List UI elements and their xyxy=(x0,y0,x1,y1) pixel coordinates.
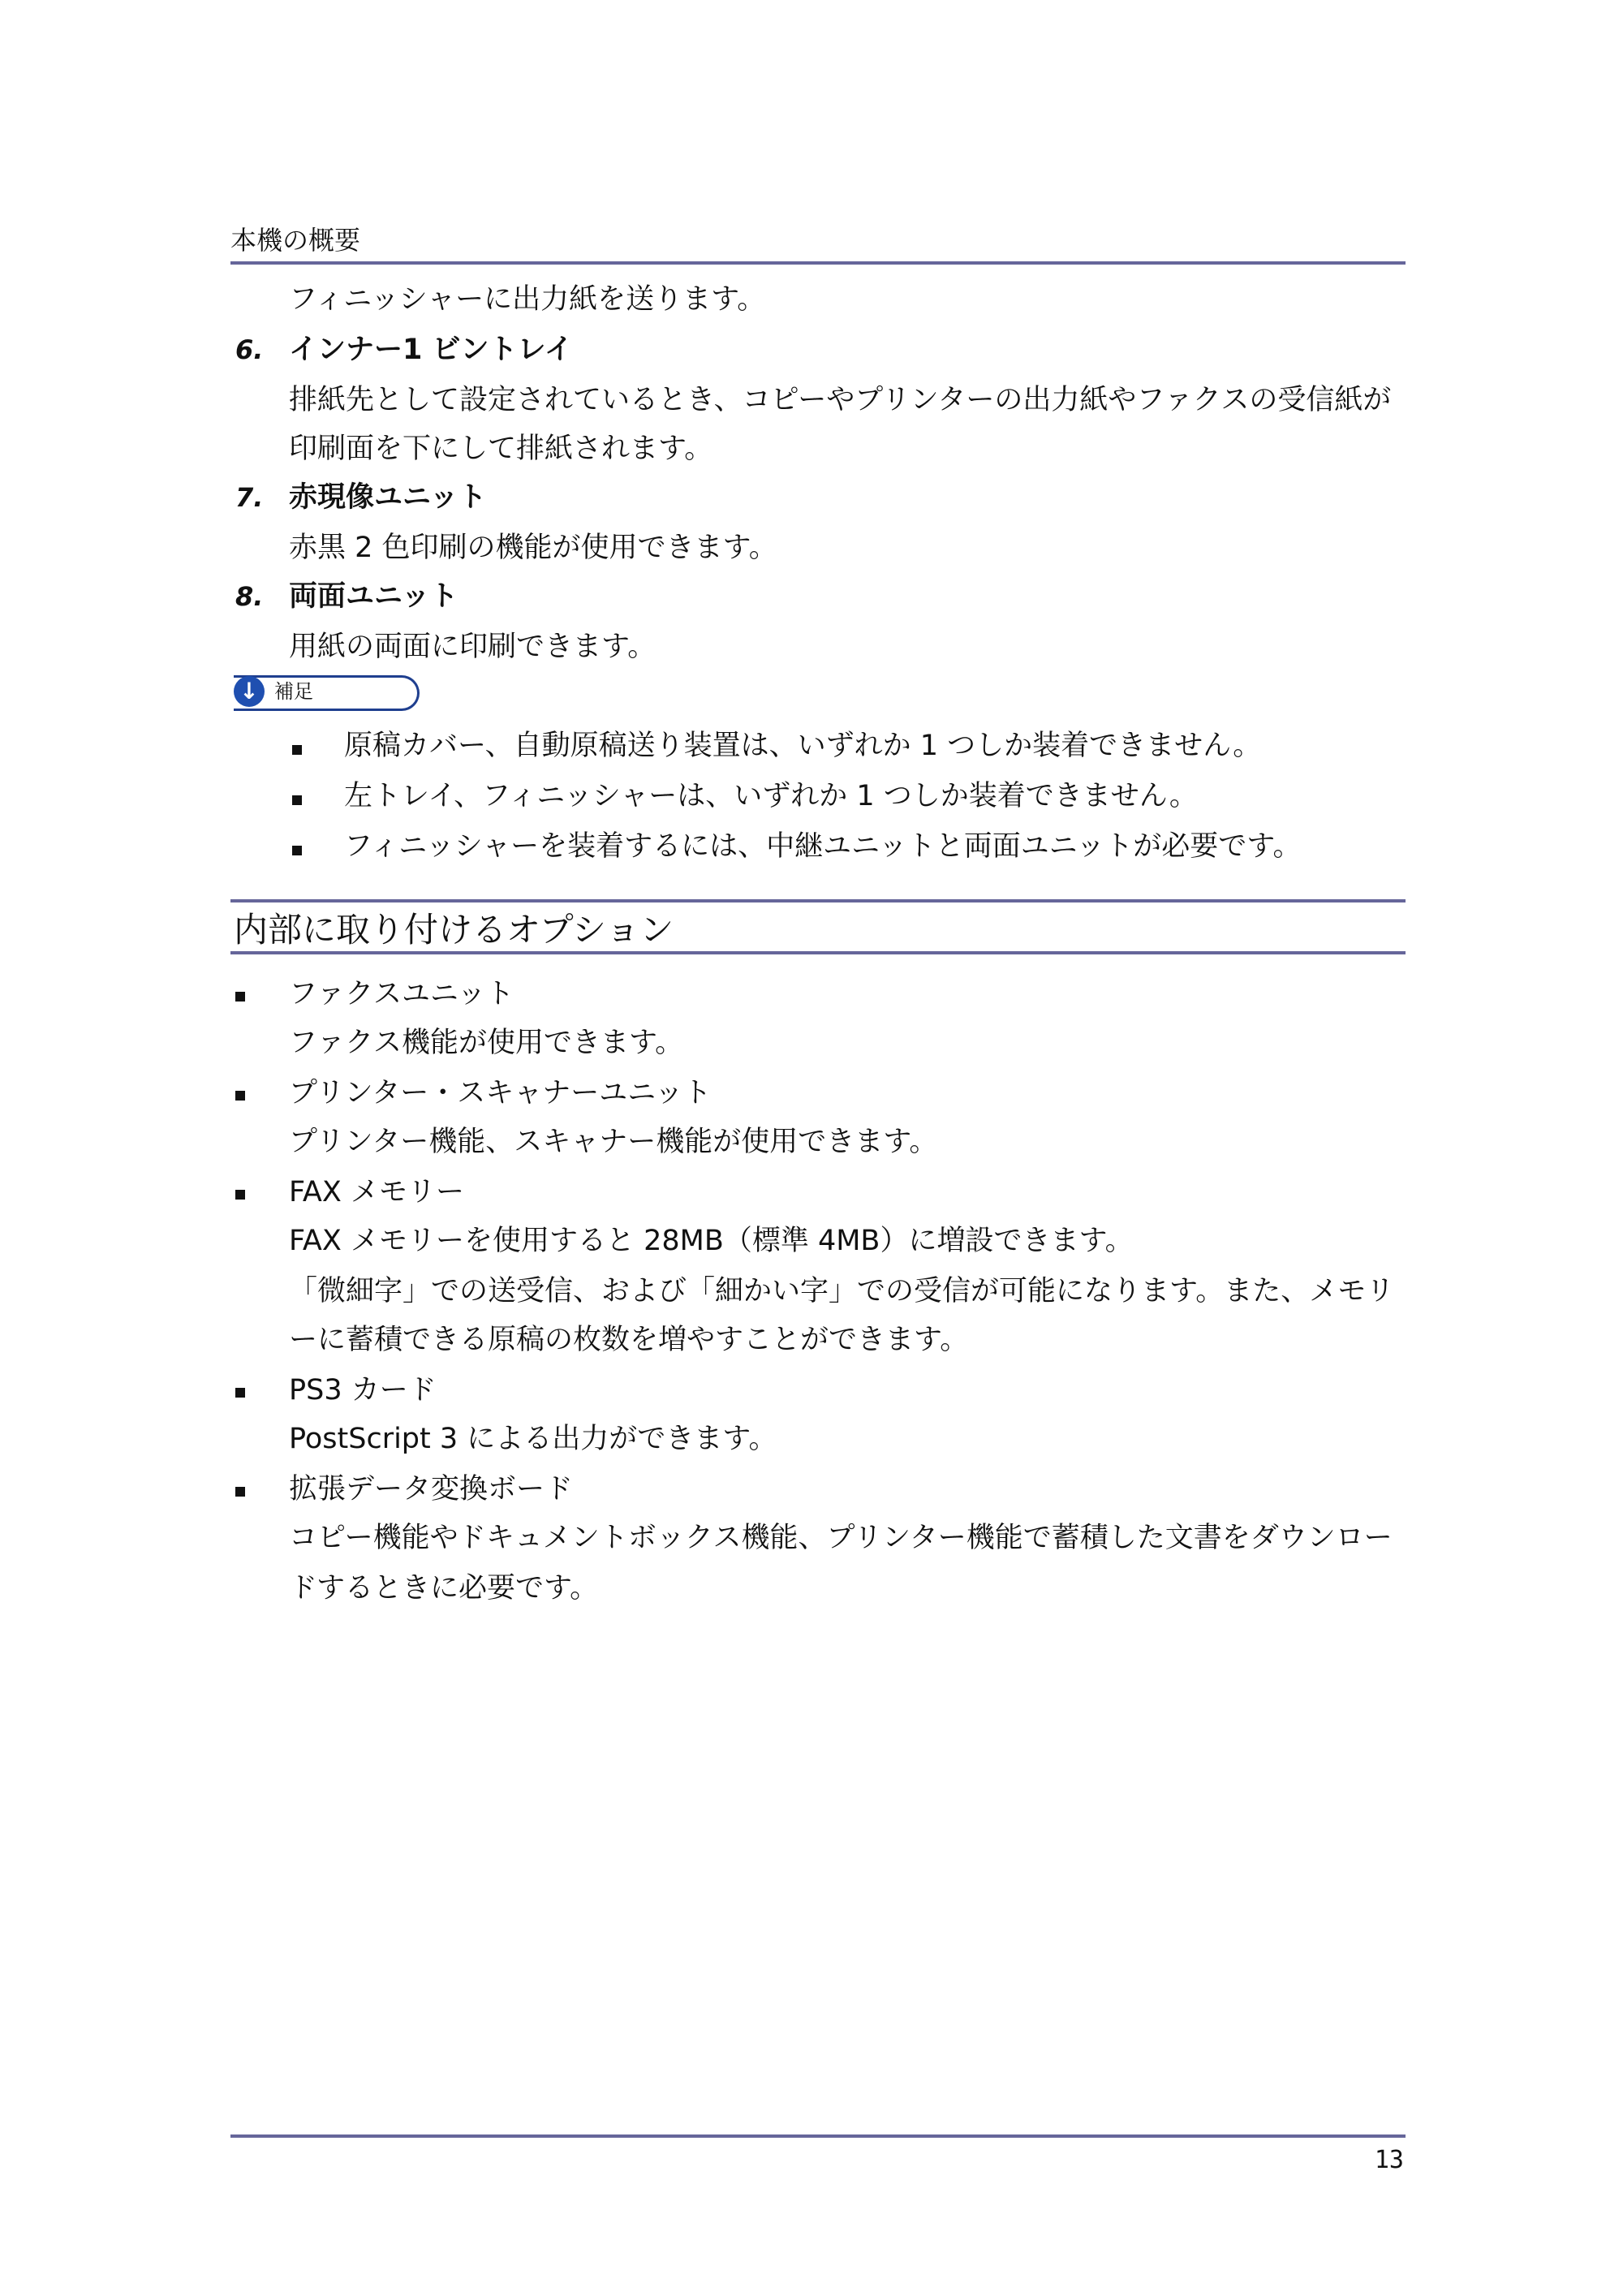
bullet-square-icon xyxy=(235,1388,245,1398)
intro-line: フィニッシャーに出力紙を送ります。 xyxy=(289,283,766,316)
item-description: 用紙の両面に印刷できます。 xyxy=(289,631,657,663)
item-description: 印刷面を下にして排紙されます。 xyxy=(289,433,713,465)
item-description: 排紙先として設定されているとき、コピーやプリンターの出力紙やファクスの受信紙が xyxy=(289,384,1392,416)
option-description: FAX メモリーを使用すると 28MB（標準 4MB）に増設できます。 xyxy=(289,1225,1134,1257)
section-rule-top xyxy=(230,899,1406,902)
option-description: コピー機能やドキュメントボックス機能、プリンター機能で蓄積した文書をダウンロー xyxy=(289,1522,1393,1554)
header-rule xyxy=(230,261,1406,265)
option-name: PS3 カード xyxy=(289,1374,437,1406)
note-label: 補足 xyxy=(274,680,313,703)
item-number: 7. xyxy=(235,482,264,513)
bullet-square-icon xyxy=(235,1190,245,1200)
item-description: 赤黒 2 色印刷の機能が使用できます。 xyxy=(289,532,777,564)
item-title: 赤現像ユニット xyxy=(289,481,487,514)
bullet-square-icon xyxy=(292,745,302,755)
page-number: 13 xyxy=(1374,2146,1404,2174)
note-bullet: フィニッシャーを装着するには、中継ユニットと両面ユニットが必要です。 xyxy=(344,830,1302,863)
section-title: 内部に取り付けるオプション xyxy=(234,910,674,950)
bullet-square-icon xyxy=(292,795,302,805)
bullet-square-icon xyxy=(235,1487,245,1497)
option-description: 「微細字」での送受信、および「細かい字」での受信が可能になります。また、メモリ xyxy=(289,1275,1395,1307)
option-name: プリンター・スキャナーユニット xyxy=(289,1077,712,1109)
option-name: FAX メモリー xyxy=(289,1176,464,1208)
bullet-square-icon xyxy=(235,1091,245,1101)
option-description: PostScript 3 による出力ができます。 xyxy=(289,1423,777,1455)
note-bullet: 原稿カバー、自動原稿送り装置は、いずれか 1 つしか装着できません。 xyxy=(344,730,1262,762)
running-header: 本機の概要 xyxy=(230,225,361,256)
bullet-square-icon xyxy=(235,992,245,1002)
option-description: プリンター機能、スキャナー機能が使用できます。 xyxy=(289,1126,938,1158)
note-bullet: 左トレイ、フィニッシャーは、いずれか 1 つしか装着できません。 xyxy=(344,780,1198,812)
item-title: 両面ユニット xyxy=(289,580,458,613)
option-name: ファクスユニット xyxy=(289,978,514,1010)
option-description: ドするときに必要です。 xyxy=(289,1572,599,1605)
item-number: 8. xyxy=(235,581,264,612)
option-name: 拡張データ変換ボード xyxy=(289,1473,574,1506)
option-description: ファクス機能が使用できます。 xyxy=(289,1027,684,1059)
item-number: 6. xyxy=(235,334,264,365)
option-description: ーに蓄積できる原稿の枚数を増やすことができます。 xyxy=(289,1324,969,1356)
down-arrow-circle-icon xyxy=(234,676,265,707)
section-rule-bottom xyxy=(230,951,1406,954)
bullet-square-icon xyxy=(292,846,302,855)
item-title: インナー1 ビントレイ xyxy=(289,334,573,366)
footer-rule xyxy=(230,2134,1406,2138)
